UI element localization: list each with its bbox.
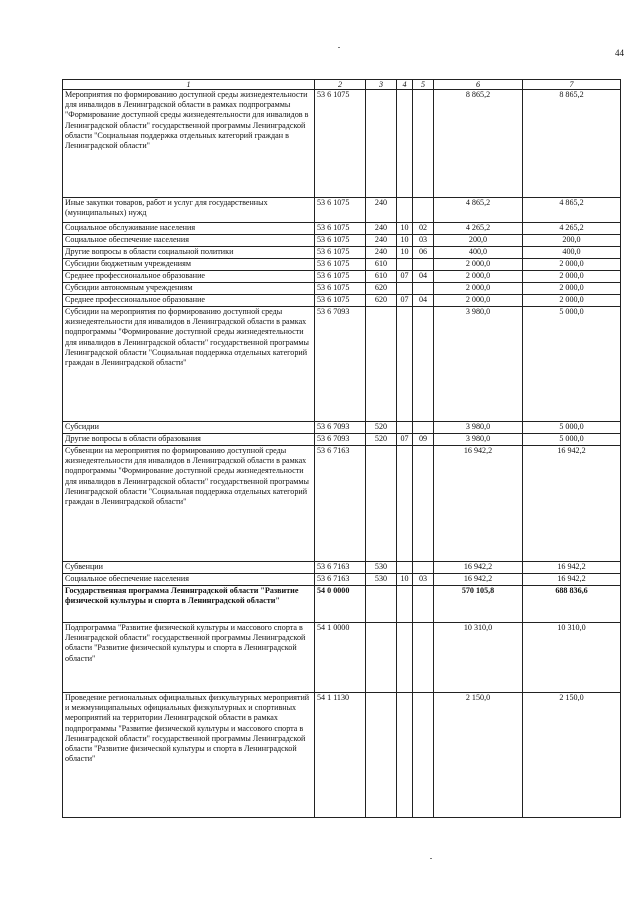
row-amount-1: 10 310,0: [434, 623, 523, 693]
row-subsection: [413, 422, 434, 434]
row-name: Государственная программа Ленинградской области "Развитие физической культуры и спорта в Ленинградской области": [63, 586, 315, 623]
row-code: 54 1 0000: [315, 623, 366, 693]
table-row: [63, 271, 621, 283]
row-subsection: 02: [413, 223, 434, 235]
row-name: Социальное обеспечение населения: [63, 235, 315, 247]
row-amount-1: 16 942,2: [434, 562, 523, 574]
scan-speck: [430, 858, 432, 859]
row-amount-2: 200,0: [523, 235, 621, 247]
row-amount-1: 400,0: [434, 247, 523, 259]
row-section: 07: [397, 434, 413, 446]
row-section: [397, 307, 413, 422]
row-amount-2: 400,0: [523, 247, 621, 259]
row-subsection: [413, 259, 434, 271]
table-row: [63, 693, 621, 818]
row-name: Субсидии автономным учреждениям: [63, 283, 315, 295]
row-name: Иные закупки товаров, работ и услуг для государственных (муниципальных) нужд: [63, 198, 315, 223]
row-subsection: [413, 307, 434, 422]
table-row: [63, 562, 621, 574]
row-expense-type: [366, 586, 397, 623]
row-amount-1: 2 150,0: [434, 693, 523, 818]
table-row: [63, 623, 621, 693]
row-code: 53 6 1075: [315, 271, 366, 283]
table-row: [63, 574, 621, 586]
row-amount-2: 16 942,2: [523, 574, 621, 586]
row-code: 53 6 1075: [315, 198, 366, 223]
row-expense-type: 530: [366, 562, 397, 574]
row-code: 53 6 1075: [315, 223, 366, 235]
row-name: Подпрограмма "Развитие физической культуры и массового спорта в Ленинградской области" государственной программы Ленинградской области "Развитие физической культуры и спорта в Ленинградской области": [63, 623, 315, 693]
row-code: 53 6 1075: [315, 295, 366, 307]
row-expense-type: 530: [366, 574, 397, 586]
column-header: 3: [366, 80, 397, 90]
page-number: 44: [615, 48, 624, 58]
row-amount-1: 16 942,2: [434, 574, 523, 586]
row-amount-2: 2 000,0: [523, 271, 621, 283]
row-amount-1: 2 000,0: [434, 295, 523, 307]
row-amount-1: 200,0: [434, 235, 523, 247]
table-row: [63, 235, 621, 247]
row-subsection: [413, 586, 434, 623]
row-section: [397, 283, 413, 295]
table-row: [63, 259, 621, 271]
row-amount-1: 4 865,2: [434, 198, 523, 223]
row-section: 10: [397, 247, 413, 259]
row-amount-2: 5 000,0: [523, 422, 621, 434]
row-subsection: [413, 198, 434, 223]
row-code: 53 6 7093: [315, 307, 366, 422]
row-subsection: 04: [413, 295, 434, 307]
table-row: [63, 223, 621, 235]
row-name: Социальное обеспечение населения: [63, 574, 315, 586]
row-subsection: [413, 623, 434, 693]
row-amount-1: 3 980,0: [434, 307, 523, 422]
table-row: [63, 90, 621, 198]
row-section: [397, 693, 413, 818]
column-header: 6: [434, 80, 523, 90]
row-section: 10: [397, 574, 413, 586]
table-row: [63, 295, 621, 307]
row-amount-2: 2 000,0: [523, 283, 621, 295]
row-amount-1: 2 000,0: [434, 283, 523, 295]
row-section: 07: [397, 271, 413, 283]
row-amount-2: 16 942,2: [523, 446, 621, 562]
row-expense-type: 620: [366, 295, 397, 307]
row-code: 54 1 1130: [315, 693, 366, 818]
column-header-row: [63, 80, 621, 90]
row-name: Мероприятия по формированию доступной среды жизнедеятельности для инвалидов в Ленинградской области в рамках подпрограммы "Формирование доступной среды жизнедеятельности для инвалидов в Ленинградской области" государственной программы Ленинградской области "Социальная поддержка отдельных категорий граждан в Ленинградской области": [63, 90, 315, 198]
row-section: [397, 562, 413, 574]
row-expense-type: 240: [366, 247, 397, 259]
row-subsection: 06: [413, 247, 434, 259]
table-row: [63, 307, 621, 422]
scan-speck: [338, 47, 340, 48]
row-amount-1: 8 865,2: [434, 90, 523, 198]
row-amount-2: 2 000,0: [523, 259, 621, 271]
row-subsection: [413, 693, 434, 818]
table-row: [63, 247, 621, 259]
row-section: 10: [397, 235, 413, 247]
column-header: 2: [315, 80, 366, 90]
row-section: [397, 90, 413, 198]
row-amount-1: 3 980,0: [434, 422, 523, 434]
row-amount-2: 5 000,0: [523, 434, 621, 446]
column-header: 7: [523, 80, 621, 90]
row-code: 53 6 1075: [315, 90, 366, 198]
row-expense-type: [366, 623, 397, 693]
row-name: Другие вопросы в области образования: [63, 434, 315, 446]
table-row: [63, 422, 621, 434]
row-name: Субвенции: [63, 562, 315, 574]
table-row: [63, 586, 621, 623]
row-amount-1: 3 980,0: [434, 434, 523, 446]
row-code: 53 6 1075: [315, 235, 366, 247]
row-section: [397, 422, 413, 434]
row-subsection: 09: [413, 434, 434, 446]
row-code: 53 6 7163: [315, 574, 366, 586]
row-expense-type: 240: [366, 223, 397, 235]
column-header: 4: [397, 80, 413, 90]
row-section: [397, 623, 413, 693]
row-subsection: [413, 283, 434, 295]
row-subsection: 03: [413, 574, 434, 586]
row-name: Субсидии бюджетным учреждениям: [63, 259, 315, 271]
row-name: Проведение региональных официальных физкультурных мероприятий и межмуниципальных официальных физкультурных и спортивных мероприятий на территории Ленинградской области в рамках подпрограммы "Развитие физической культуры и массового спорта в Ленинградской области" государственной программы Ленинградской области "Развитие физической культуры и спорта в Ленинградской области": [63, 693, 315, 818]
row-expense-type: [366, 90, 397, 198]
row-amount-2: 16 942,2: [523, 562, 621, 574]
row-code: 53 6 1075: [315, 259, 366, 271]
row-amount-1: 2 000,0: [434, 259, 523, 271]
budget-table: [62, 79, 621, 818]
row-subsection: 03: [413, 235, 434, 247]
row-subsection: [413, 90, 434, 198]
row-amount-2: 2 000,0: [523, 295, 621, 307]
table-row: [63, 446, 621, 562]
row-name: Субсидии на мероприятия по формированию доступной среды жизнедеятельности для инвалидов в Ленинградской области в рамках подпрограммы "Формирование доступной среды жизнедеятельности для инвалидов в Ленинградской области" государственной программы Ленинградской области "Социальная поддержка отдельных категорий граждан в Ленинградской области": [63, 307, 315, 422]
row-amount-2: 2 150,0: [523, 693, 621, 818]
row-amount-1: 4 265,2: [434, 223, 523, 235]
row-expense-type: [366, 307, 397, 422]
row-expense-type: 520: [366, 422, 397, 434]
row-name: Среднее профессиональное образование: [63, 295, 315, 307]
row-expense-type: [366, 446, 397, 562]
table-row: [63, 434, 621, 446]
row-expense-type: 610: [366, 259, 397, 271]
row-amount-2: 8 865,2: [523, 90, 621, 198]
row-section: 07: [397, 295, 413, 307]
row-name: Субсидии: [63, 422, 315, 434]
row-subsection: [413, 562, 434, 574]
row-amount-1: 570 105,8: [434, 586, 523, 623]
column-header: 5: [413, 80, 434, 90]
row-amount-2: 5 000,0: [523, 307, 621, 422]
row-code: 53 6 1075: [315, 247, 366, 259]
column-header: 1: [63, 80, 315, 90]
row-amount-1: 16 942,2: [434, 446, 523, 562]
row-code: 53 6 7163: [315, 446, 366, 562]
row-name: Социальное обслуживание населения: [63, 223, 315, 235]
row-section: [397, 446, 413, 562]
row-subsection: [413, 446, 434, 562]
row-amount-1: 2 000,0: [434, 271, 523, 283]
row-code: 53 6 7093: [315, 434, 366, 446]
row-section: [397, 586, 413, 623]
row-name: Среднее профессиональное образование: [63, 271, 315, 283]
row-amount-2: 10 310,0: [523, 623, 621, 693]
row-subsection: 04: [413, 271, 434, 283]
row-expense-type: 240: [366, 235, 397, 247]
row-code: 53 6 7093: [315, 422, 366, 434]
row-amount-2: 688 836,6: [523, 586, 621, 623]
row-expense-type: 610: [366, 271, 397, 283]
row-amount-2: 4 265,2: [523, 223, 621, 235]
row-section: 10: [397, 223, 413, 235]
row-expense-type: 520: [366, 434, 397, 446]
table-row: [63, 283, 621, 295]
table-row: [63, 198, 621, 223]
row-code: 54 0 0000: [315, 586, 366, 623]
row-expense-type: 240: [366, 198, 397, 223]
row-section: [397, 259, 413, 271]
row-expense-type: 620: [366, 283, 397, 295]
row-name: Другие вопросы в области социальной политики: [63, 247, 315, 259]
row-expense-type: [366, 693, 397, 818]
row-name: Субвенции на мероприятия по формированию доступной среды жизнедеятельности для инвалидов в Ленинградской области в рамках подпрограммы "Формирование доступной среды жизнедеятельности для инвалидов в Ленинградской области" государственной программы Ленинградской области "Социальная поддержка отдельных категорий граждан в Ленинградской области": [63, 446, 315, 562]
row-code: 53 6 1075: [315, 283, 366, 295]
row-code: 53 6 7163: [315, 562, 366, 574]
row-section: [397, 198, 413, 223]
row-amount-2: 4 865,2: [523, 198, 621, 223]
